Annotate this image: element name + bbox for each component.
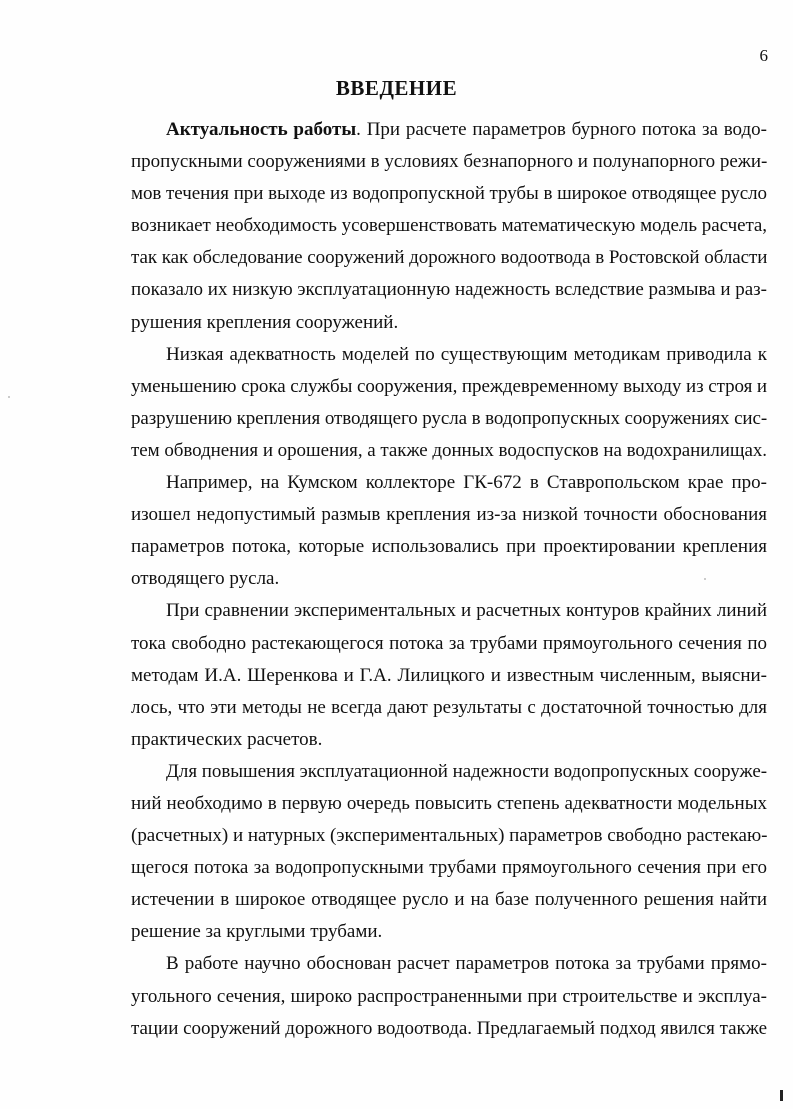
text-line: уменьшению срока службы сооружения, преждевременному выходу из строя и — [131, 375, 768, 397]
text-line: мов течения при выходе из водопропускной трубы в широкое отводящее русло — [131, 183, 767, 205]
text-line: пропускными сооружениями в условиях безнапорного и полунапорного режи- — [131, 151, 768, 173]
text-line: ний необходимо в первую очередь повысить степень адекватности модельных — [131, 792, 767, 814]
text-line: Для повышения эксплуатационной надежности водопропускных сооруже- — [166, 760, 767, 782]
text-line: (расчетных) и натурных (экспериментальных) параметров свободно растекаю- — [131, 825, 768, 847]
text-line: истечении в широкое отводящее русло и на базе полученного решения найти — [131, 889, 767, 911]
text-line: решение за круглыми трубами. — [131, 921, 383, 943]
text-line: тем обводнения и орошения, а также донных водоспусков на водохранилищах. — [131, 439, 767, 461]
section-title: ВВЕДЕНИЕ — [335, 76, 458, 100]
text-line: показало их низкую эксплуатационную надежность вследствие размыва и раз- — [131, 279, 767, 301]
scan-artifact — [780, 1090, 783, 1101]
text-line-content: . При расчете параметров бурного потока за водо- — [356, 119, 767, 140]
paragraph — [131, 467, 767, 595]
text-line: изошел недопустимый размыв крепления из-за низкой точности обоснования — [131, 504, 767, 526]
text-line: возникает необходимость усовершенствовать математическую модель расчета, — [131, 215, 767, 237]
text-line: отводящего русла. — [131, 568, 280, 590]
text-line: Например, на Кумском коллекторе ГК-672 в Ставропольском крае про- — [166, 472, 767, 494]
text-line: практических расчетов. — [131, 728, 323, 750]
paragraph — [131, 339, 767, 467]
text-line — [131, 114, 767, 146]
text-line: В работе научно обоснован расчет параметров потока за трубами прямо- — [166, 953, 767, 975]
scan-artifact — [8, 396, 10, 398]
text-line: При сравнении экспериментальных и расчетных контуров крайних линий — [166, 600, 767, 622]
text-line: разрушению крепления отводящего русла в водопропускных сооружениях сис- — [131, 407, 768, 429]
text-line: тации сооружений дорожного водоотвода. Предлагаемый подход явился также — [131, 1017, 767, 1039]
text-line: лось, что эти методы не всегда дают результаты с достаточной точностью для — [131, 696, 767, 718]
paragraph — [131, 595, 767, 755]
text-line: так как обследование сооружений дорожного водоотвода в Ростовской области — [131, 247, 768, 269]
relevance-lead: Актуальность работы — [166, 119, 357, 140]
paragraph — [131, 756, 767, 949]
text-line: щегося потока за водопропускными трубами прямоугольного сечения при его — [131, 857, 767, 879]
text-line: методам И.А. Шеренкова и Г.А. Лилицкого и известным численным, выясни- — [131, 664, 767, 686]
paragraph — [131, 948, 767, 1044]
text-line: параметров потока, которые использовались при проектировании крепления — [131, 536, 767, 558]
paragraph-relevance — [131, 114, 767, 339]
body-text — [131, 114, 767, 1045]
text-line: угольного сечения, широко распространенными при строительстве и эксплуа- — [131, 985, 767, 1007]
text-line: рушения крепления сооружений. — [131, 311, 399, 333]
text-line: Низкая адекватность моделей по существующим методикам приводила к — [166, 343, 767, 365]
text-line: тока свободно растекающегося потока за трубами прямоугольного сечения по — [131, 632, 767, 654]
page-number: 6 — [759, 46, 768, 65]
scan-artifact — [704, 578, 706, 580]
